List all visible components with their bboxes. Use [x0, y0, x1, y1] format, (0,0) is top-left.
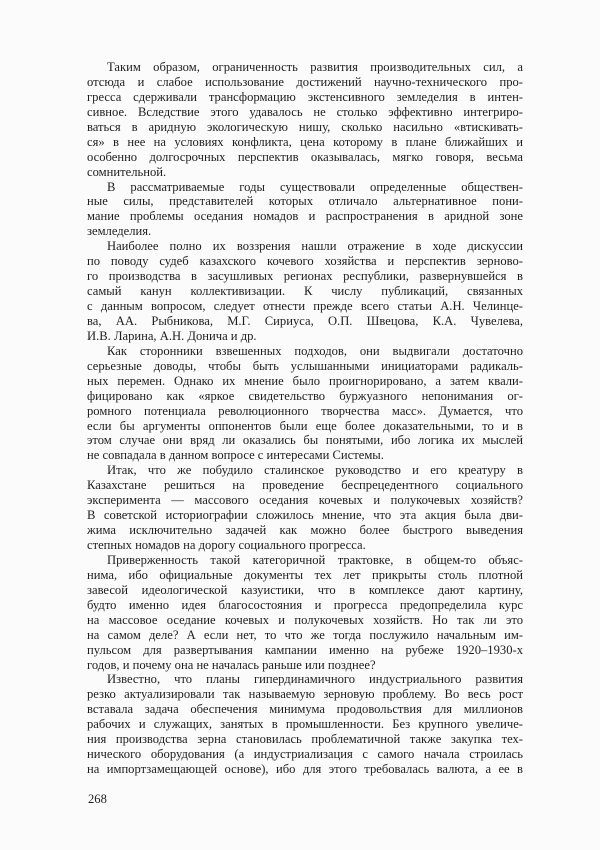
text-line: Таким образом, ограниченность развития производительных сил, а — [107, 60, 523, 74]
paragraph — [87, 553, 523, 673]
text-line: земледелия. — [87, 224, 152, 239]
text-line: если бы аргументы оппонентов были еще более доказательными, то и в — [87, 418, 523, 433]
text-line: по поводу судеб казахского кочевого хозяйства и перспектив зерново- — [87, 254, 523, 269]
text-line: с данным вопросом, следует отнести прежде всего статьи А.Н. Челинце- — [87, 299, 523, 313]
text-line: на массовое оседание кочевых и полукочевых хозяйств. Но так ли это — [87, 612, 523, 627]
text-line: Известно, что планы гипердинамичного индустриального развития — [107, 672, 523, 687]
paragraph — [87, 180, 523, 240]
text-line: сивное. Вследствие этого удавалось не столько эффективно интегриро- — [87, 104, 523, 119]
text-line: будто именно идея благосостояния и прогресса предопределила курс — [87, 597, 523, 612]
text-line: пульсом для развертывания кампании именно на рубеже 1920–1930-х — [87, 642, 523, 657]
text-line: самый канун коллективизации. К числу публикаций, связанных — [87, 284, 523, 299]
text-line: В рассматриваемые годы существовали определенные обществен- — [107, 179, 523, 194]
text-line: Наиболее полно их воззрения нашли отражение в ходе дискуссии — [107, 239, 523, 254]
page-body — [87, 60, 523, 777]
text-line: сомнительной. — [87, 164, 167, 179]
text-line: ромного потенциала революционного творчества масс». Думается, что — [87, 403, 523, 418]
text-line: особенно долгосрочных перспектив оказывалась, мягко говоря, весьма — [87, 149, 523, 164]
text-line: нима, ибо официальные документы тех лет прикрыты столь плотной — [87, 567, 523, 582]
text-line: Казахстане решиться на проведение беспрецедентного социального — [87, 478, 523, 493]
text-line: Приверженность такой категоричной трактовке, в общем-то объяс- — [107, 552, 523, 567]
text-line: завесой идеологической казуистики, что в комплексе дают картину, — [87, 582, 523, 597]
text-line: степных номадов на дорогу социального прогресса. — [87, 538, 366, 552]
text-line: на импортзамещающей основе), ибо для этого требовалась валюта, а ее в — [87, 762, 523, 777]
text-line: Итак, что же побудило сталинское руководство и его креатуру в — [107, 463, 523, 478]
text-line: ных перемен. Однако их мнение было проигнорировано, а затем квали- — [87, 373, 523, 388]
text-line: вставала задача обеспечения минимума продовольствия для миллионов — [87, 702, 523, 717]
text-line: ные силы, представителей которых отличало альтернативное пони- — [87, 194, 523, 209]
text-line: фицировано как «яркое свидетельство буржуазного непонимания ог- — [87, 388, 523, 403]
text-line: этом случае они вряд ли оказались бы понятыми, ибо логика их мыслей — [87, 433, 523, 448]
page-number: 268 — [88, 792, 107, 806]
text-line: эксперимента — массового оседания кочевых и полукочевых хозяйств? — [87, 493, 523, 508]
text-line: гресса сдерживали трансформацию экстенсивного земледелия в интен- — [87, 89, 523, 104]
text-line: Как сторонники взвешенных подходов, они выдвигали достаточно — [107, 343, 523, 358]
text-line: мание проблемы оседания номадов и распространения в аридной зоне — [87, 209, 523, 224]
paragraph — [87, 463, 523, 553]
text-line: В советской историографии сложилось мнение, что эта акция была дви- — [87, 508, 523, 523]
text-line: не совпадала в данном вопросе с интересами Системы. — [87, 448, 384, 463]
text-line: на самом деле? А если нет, то что же тогда послужило начальным им- — [87, 627, 523, 642]
paragraph — [87, 60, 523, 180]
text-line: жима исключительно задачей как можно более быстрого выведения — [87, 523, 523, 538]
text-line: нического оборудования (а индустриализация с самого начала строилась — [87, 747, 523, 762]
text-line: годов, и почему она не началась раньше или позднее? — [87, 657, 376, 672]
text-line: И.В. Ларина, А.Н. Донича и др. — [87, 328, 257, 343]
text-line: ва, АА. Рыбникова, М.Г. Сириуса, О.П. Швецова, К.А. Чувелева, — [87, 313, 523, 328]
text-line: ся» в нее на условиях конфликта, цена которому в плане ближайших и — [87, 134, 523, 149]
text-line: ния производства зерна становилась проблематичной также закупка тех- — [87, 732, 523, 747]
text-line: отсюда и слабое использование достижений научно-технического про- — [87, 74, 523, 89]
paragraph — [87, 239, 523, 344]
text-line: ваться в аридную экологическую нишу, сколько насильно «втискивать- — [87, 119, 523, 134]
text-line: резко актуализировали так называемую зерновую проблему. Во весь рост — [87, 687, 523, 702]
paragraph — [87, 672, 523, 777]
text-line: серьезные доводы, чтобы быть услышанными инициаторами радикаль- — [87, 358, 523, 373]
text-line: рабочих и служащих, занятых в промышленности. Без крупного увеличе- — [87, 717, 523, 732]
paragraph — [87, 344, 523, 464]
text-line: го производства в засушливых регионах республики, развернувшейся в — [87, 269, 523, 284]
